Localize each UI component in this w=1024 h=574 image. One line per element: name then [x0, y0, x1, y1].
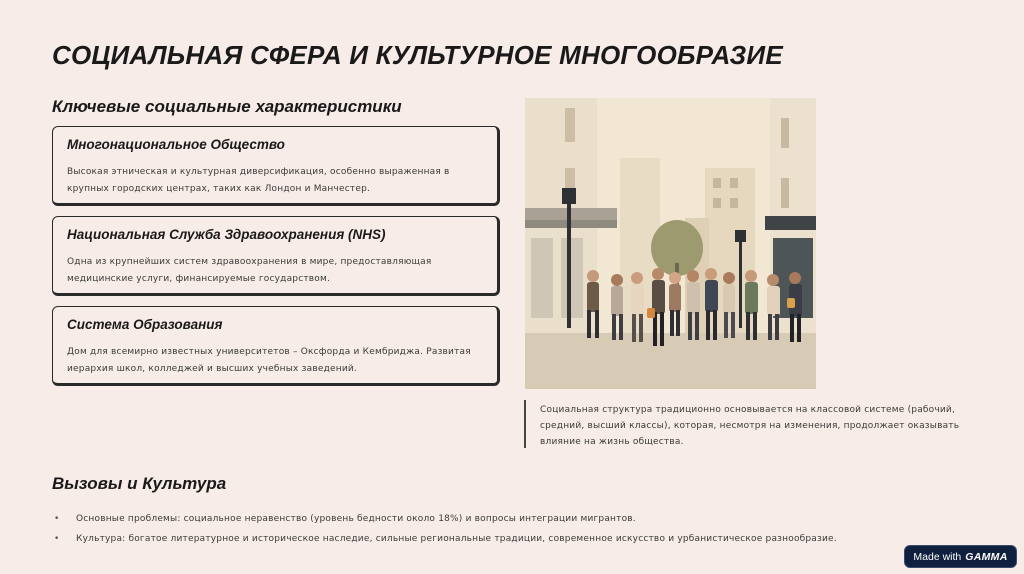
bullet-text: Основные проблемы: социальное неравенство (уровень бедности около 18%) и вопросы интеграции мигрантов.: [76, 514, 636, 524]
page-title: СОЦИАЛЬНАЯ СФЕРА И КУЛЬТУРНОЕ МНОГООБРАЗИЕ: [52, 40, 783, 70]
card-title: Система Образования: [67, 317, 223, 332]
card-education-system: [52, 306, 500, 386]
city-street-crowd-illustration: [525, 98, 816, 389]
card-text: Одна из крупнейших систем здравоохранения в мире, предоставляющая медицинские услуги, финансируемые государством.: [67, 257, 432, 284]
card-title: Многонациональное Общество: [67, 137, 285, 152]
card-text: Высокая этническая и культурная диверсификация, особенно выраженная в крупных городских центрах, таких как Лондон и Манчестер.: [67, 167, 450, 194]
card-text: Дом для всемирно известных университетов – Оксфорда и Кембриджа. Развитая иерархия школ, колледжей и высших учебных заведений.: [67, 347, 471, 374]
list-item: [52, 509, 812, 529]
gamma-brand: GAMMA: [965, 550, 1008, 563]
made-with-gamma-badge[interactable]: [904, 545, 1017, 568]
bullet-text: Культура: богатое литературное и историческое наследие, сильные региональные традиции, современное искусство и урбанистическое разнообразие.: [76, 534, 837, 544]
card-title: Национальная Служба Здравоохранения (NHS): [67, 227, 386, 242]
badge-prefix: Made with: [913, 550, 962, 563]
card-multinational-society: [52, 126, 500, 206]
key-section-heading: Ключевые социальные характеристики: [52, 97, 402, 116]
challenges-section-heading: Вызовы и Культура: [52, 474, 227, 493]
bullet-icon: •: [54, 514, 60, 524]
class-structure-quote: Социальная структура традиционно основывается на классовой системе (рабочий, средний, высший классы), которая, несмотря на изменения, продолжает оказывать влияние на жизнь общества.: [524, 400, 974, 448]
challenges-list: [52, 509, 837, 549]
bullet-icon: •: [54, 534, 60, 544]
card-nhs: [52, 216, 500, 296]
list-item: [52, 529, 837, 549]
